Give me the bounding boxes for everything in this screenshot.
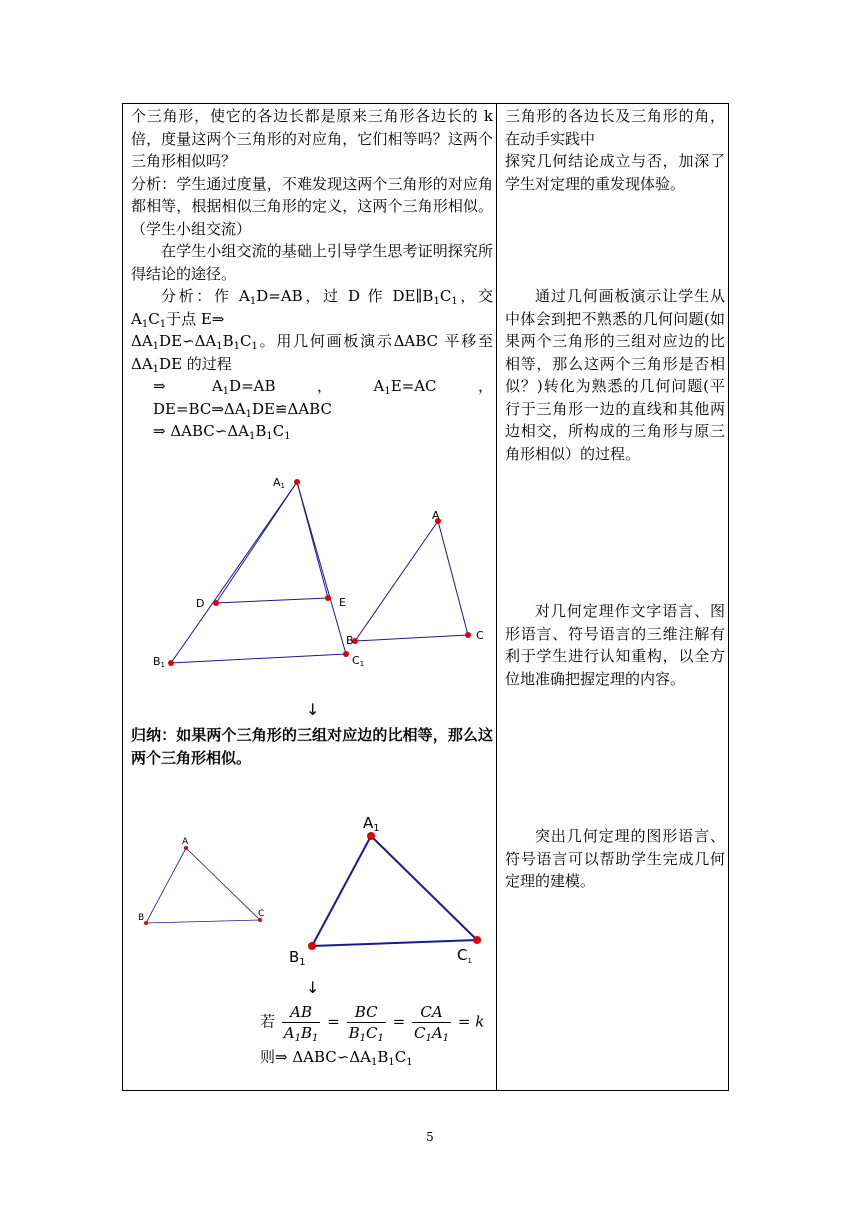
label-a: A — [432, 509, 440, 522]
large-point-b1 — [308, 942, 316, 950]
label-b1: B1 — [153, 655, 166, 669]
figure-translation-diagram — [123, 464, 496, 694]
point-c — [465, 632, 471, 638]
large-point-c1 — [473, 936, 481, 944]
right-column — [505, 105, 725, 893]
label-a1: A1 — [273, 476, 285, 490]
small-segment-a-c — [186, 848, 260, 920]
left-paragraph-4: 分析：作 $A_1D=AB$，过 D 作 $DE\parallel B_1C_1$，交 $A_1C_1$于点 E⇒ — [131, 287, 493, 330]
small-label-b: B — [138, 913, 145, 923]
small-segment-b-c — [146, 920, 260, 923]
segment-a-b — [355, 521, 438, 641]
left-paragraph-7: ⇒ $\Delta ABC∽\Delta A_1B_1C_1$ — [153, 422, 291, 442]
label-b: B — [346, 634, 354, 647]
large-label-b1: $B_1$ — [289, 948, 306, 968]
point-a1 — [294, 479, 300, 485]
small-point-b — [144, 921, 148, 925]
segment-d-e — [216, 598, 328, 603]
segment-a1-b1 — [171, 482, 297, 663]
ratio-formula: 若 $\frac{AB}{A_1B_1}$ = $\frac{BC}{B_1C_1}$ = $\frac{CA}{C_1A_1}$ = k — [260, 1003, 485, 1044]
label-d: D — [196, 597, 205, 610]
large-label-a1: $A_1$ — [363, 814, 380, 834]
down-arrow-icon: ↓ — [306, 700, 320, 719]
right-paragraph-4: 对几何定理作文字语言、图形语言、符号语言的三维注解有利于学生进行认知重构，以全方位地准确把握定理的内容。 — [505, 602, 725, 688]
large-segment-b1-c1 — [312, 940, 477, 946]
page-number: 5 — [426, 1130, 434, 1144]
label-c: C — [476, 629, 484, 642]
large-label-c1: $C_1$ — [457, 946, 472, 965]
segment-a1-e — [297, 482, 328, 598]
large-segment-a1-b1 — [312, 836, 371, 946]
point-e — [325, 595, 331, 601]
figure-similar-triangles — [123, 812, 496, 968]
segment-b1-c1 — [171, 654, 346, 663]
right-paragraph-1: 三角形的各边长及三角形的角，在动手实践中 — [505, 107, 725, 148]
right-paragraph-3: 通过几何画板演示让学生从中体会到把不熟悉的几何问题(如果两个三角形的三组对应边的比相等，那么这两个三角形是否相似？)转化为熟悉的几何问题(平行于三角形一边的直线和其他两边相交，所构成的三角形与原三角形相似）的过程。 — [505, 287, 725, 463]
conclusion-statement: 归纳：如果两个三角形的三组对应边的比相等，那么这两个三角形相似。 — [131, 726, 493, 767]
left-paragraph-5: $\Delta A_1DE∽\Delta A_1B_1C_1$。用几何画板演示ΔABC 平移至$\Delta A_1DE$ 的过程 — [131, 332, 493, 375]
small-segment-a-b — [146, 848, 186, 923]
left-paragraph-1: 个三角形，使它的各边长都是原来三角形各边长的 k 倍，度量这两个三角形的对应角，它们相等吗？这两个三角形相似吗？ — [131, 107, 493, 170]
segment-b-c — [355, 635, 468, 641]
segment-a-c — [438, 521, 468, 635]
label-c1: C1 — [352, 654, 365, 668]
small-label-c: C — [258, 909, 265, 919]
right-paragraph-2: 探究几何结论成立与否，加深了学生对定理的重发现体验。 — [505, 152, 725, 193]
formula-conclusion: 则⇒ $\Delta ABC∽\Delta A_1B_1C_1$ — [260, 1048, 413, 1068]
point-c1 — [343, 651, 349, 657]
point-d — [213, 600, 219, 606]
right-paragraph-5: 突出几何定理的图形语言、符号语言可以帮助学生完成几何定理的建模。 — [505, 827, 725, 890]
left-column — [131, 105, 493, 443]
label-e: E — [339, 596, 346, 609]
segment-a1-d — [216, 482, 297, 603]
left-paragraph-6: ⇒ $A_1D=AB$，$A_1E=AC$，$DE=BC\Rightarrow\Delta A_1DE≌\Delta ABC$ — [153, 377, 494, 420]
large-segment-a1-c1 — [371, 836, 477, 940]
down-arrow-icon-2: ↓ — [306, 978, 320, 997]
lesson-table — [122, 103, 729, 1091]
left-paragraph-3: 在学生小组交流的基础上引导学生思考证明探究所得结论的途径。 — [131, 242, 493, 283]
column-divider — [496, 104, 497, 1090]
point-b1 — [168, 660, 174, 666]
left-paragraph-2: 分析：学生通过度量，不难发现这两个三角形的对应角都相等，根据相似三角形的定义，这两个三角形相似。（学生小组交流） — [131, 174, 493, 238]
small-label-a: A — [182, 837, 189, 847]
